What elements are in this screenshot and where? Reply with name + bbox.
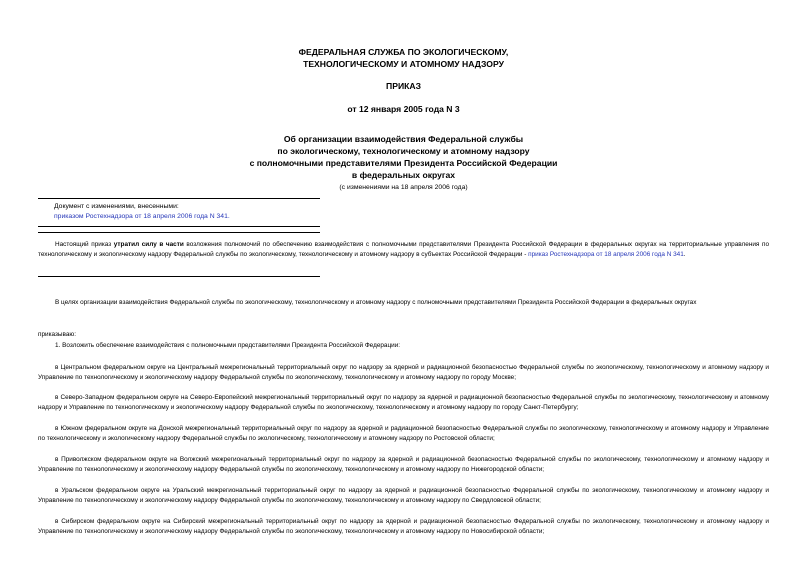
repeal-emphasis: утратил силу в части (113, 241, 184, 248)
orders-keyword: приказываю: (38, 331, 76, 338)
document-title-line-1: Об организации взаимодействия Федеральной службы (283, 134, 524, 144)
district-paragraph-volga: в Приволжском федеральном округе на Волжский межрегиональный территориальный округ по надзору за ядерной и радиационной безопасностью Федеральной службы по экологическому, технологическому и атомному надзору и Управление по технологическому и экологическому надзору Федеральной службы по экологическому, технологическому и атомному надзору по Нижегородской области; (38, 456, 769, 474)
preamble-paragraph: В целях организации взаимодействия Федеральной службы по экологическому, технологическому и атомному надзору с полномочными представителями Президента Российской Федерации в федеральных округах (55, 299, 697, 306)
changes-label: Документ с изменениями, внесенными: (54, 203, 179, 210)
district-paragraph-siberia: в Сибирском федеральном округе на Сибирский межрегиональный территориальный округ по надзору за ядерной и радиационной безопасностью Федеральной службы по экологическому, технологическому и атомному надзору и Управление по технологическому и экологическому надзору Федеральной службы по экологическому, технологическому и атомному надзору по Новосибирской области; (38, 518, 769, 536)
district-paragraph-south: в Южном федеральном округе на Донской межрегиональный территориальный округ по надзору за ядерной и радиационной безопасностью Федеральной службы по экологическому, технологическому и атомному надзору и Управление по технологическому и экологическому надзору Федеральной службы по экологическому, технологическому и атомному надзору по Ростовской области; (38, 425, 769, 443)
divider (38, 226, 320, 227)
divider (38, 232, 320, 233)
item-1-paragraph: 1. Возложить обеспечение взаимодействия с полномочными представителями Президента Российской Федерации: (55, 342, 401, 349)
repeal-notice: Настоящий приказ утратил силу в части возложения полномочий по обеспечению взаимодействия с полномочными представителями Президента Российской Федерации в федеральных округах на территориальные управления по технологическому и экологическому надзору Федеральной службы по экологическому, технологическому и атомному надзору в субъектах Российской Федерации - приказ Ростехнадзора от 18 апреля 2006 года N 341. (38, 241, 770, 259)
document-title-line-3: с полномочными представителями Президента Российской Федерации (249, 158, 558, 168)
document-type: ПРИКАЗ (386, 81, 421, 91)
district-paragraph-northwest: в Северо-Западном федеральном округе на Северо-Европейский межрегиональный территориальный округ по надзору за ядерной и радиационной безопасностью Федеральной службы по экологическому, технологическому и атомному надзору и Управление по технологическому и экологическому надзору Федеральной службы по экологическому, технологическому и атомному надзору по городу Санкт-Петербургу; (38, 394, 769, 412)
divider (38, 198, 320, 199)
document-title-line-2: по экологическому, технологическому и атомному надзору (277, 146, 530, 156)
divider (38, 276, 320, 277)
amendment-note: (с изменениями на 18 апреля 2006 года) (339, 184, 468, 191)
district-paragraph-central: в Центральном федеральном округе на Центральный межрегиональный территориальный округ по надзору за ядерной и радиационной безопасностью Федеральной службы по экологическому, технологическому и атомному надзору и Управление по технологическому и экологическому надзору Федеральной службы по экологическому, технологическому и атомному надзору по городу Москве; (38, 364, 769, 382)
issuer-line-1: ФЕДЕРАЛЬНАЯ СЛУЖБА ПО ЭКОЛОГИЧЕСКОМУ, (298, 47, 509, 57)
amendment-link[interactable]: приказом Ростехнадзора от 18 апреля 2006 года N 341. (54, 213, 230, 220)
document-date-number: от 12 января 2005 года N 3 (347, 104, 460, 114)
document-title-line-4: в федеральных округах (351, 170, 456, 180)
issuer-line-2: ТЕХНОЛОГИЧЕСКОМУ И АТОМНОМУ НАДЗОРУ (303, 59, 504, 69)
repeal-order-link[interactable]: приказ Ростехнадзора от 18 апреля 2006 года N 341 (528, 251, 684, 259)
district-paragraph-ural: в Уральском федеральном округе на Уральский межрегиональный территориальный округ по надзору за ядерной и радиационной безопасностью Федеральной службы по экологическому, технологическому и атомному надзору и Управление по технологическому и экологическому надзору Федеральной службы по экологическому, технологическому и атомному надзору по Свердловской области; (38, 487, 769, 505)
